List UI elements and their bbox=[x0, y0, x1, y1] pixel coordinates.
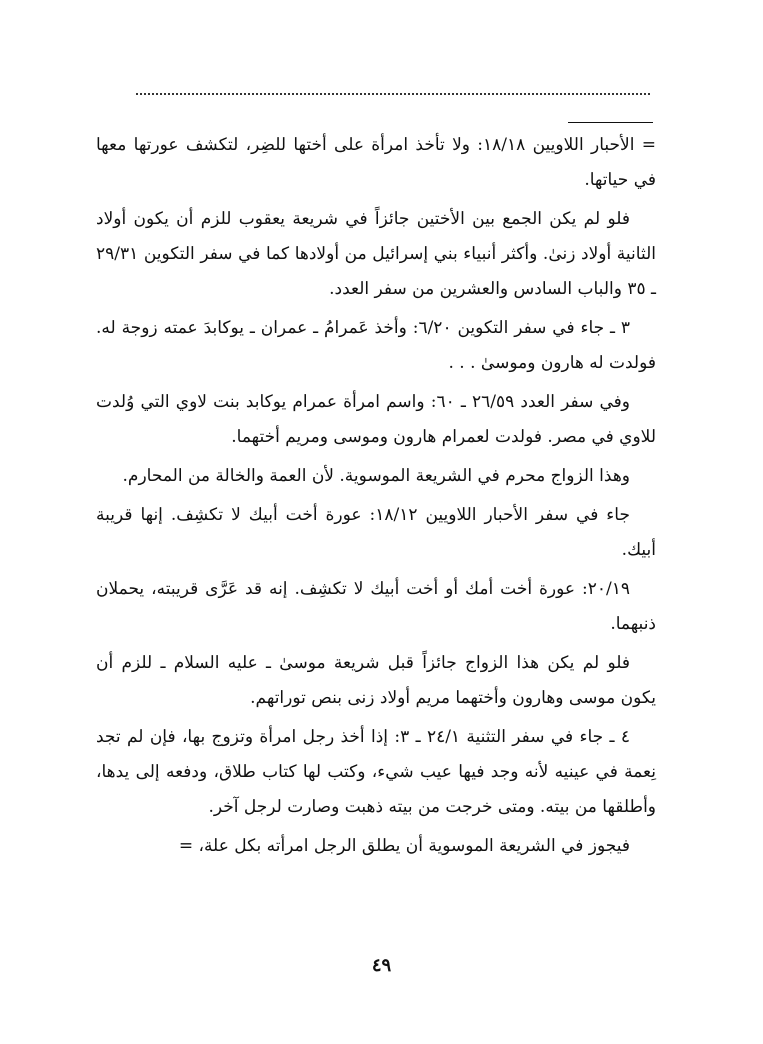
footnote-paragraph: جاء في سفر الأحبار اللاويين ١٨/١٢: عورة أخت أبيك لا تكشِف. إنها قريبة أبيك. bbox=[96, 505, 656, 560]
page-number: ٤٩ bbox=[371, 955, 392, 976]
footnote-paragraph: فلو لم يكن الجمع بين الأختين جائزاً في شريعة يعقوب للزم أن يكون أولاد الثانية أولاد زنىٰ. وأكثر أنبياء بني إسرائيل من أولادها كما في سفر التكوين ٢٩/٣١ ـ ٣٥ والباب السادس والعشرين من سفر العدد. bbox=[96, 209, 656, 299]
footnote-paragraph: وفي سفر العدد ٢٦/٥٩ ـ ٦٠: واسم امرأة عمرام يوكابد بنت لاوي التي وُلدت للاوي في مصر. فولدت لعمرام هارون وموسى ومريم أختهما. bbox=[96, 392, 656, 447]
footnote-paragraph: ٢٠/١٩: عورة أخت أمك أو أخت أبيك لا تكشِف. إنه قد عَرَّى قريبته، يحملان ذنبهما. bbox=[96, 579, 656, 634]
dotted-separator bbox=[136, 93, 650, 95]
footnote-paragraph: فيجوز في الشريعة الموسوية أن يطلق الرجل امرأته بكل علة، = bbox=[178, 836, 630, 856]
footnote-paragraph: = الأحبار اللاويين ١٨/١٨: ولا تأخذ امرأة على أختها للضِر، لتكشف عورتها معها في حياتها. bbox=[96, 135, 656, 190]
footnote-paragraph: ٤ ـ جاء في سفر التثنية ٢٤/١ ـ ٣: إذا أخذ رجل امرأة وتزوج بها، فإن لم تجد نِعمة في عينيه لأنه وجد فيها عيب شيء، وكتب لها كتاب طلاق، ودفعه إلى يدها، وأطلقها من بيته. ومتى خرجت من بيته ذهبت وصارت لرجل آخر. bbox=[96, 727, 656, 817]
footnote-paragraph: ٣ ـ جاء في سفر التكوين ٦/٢٠: وأخذ عَمرامُ ـ عمران ـ يوكابدَ عمته زوجة له. فولدت له هارون وموسىٰ . . . bbox=[96, 318, 656, 373]
footnote-text bbox=[96, 128, 656, 868]
footnote-rule bbox=[568, 122, 653, 123]
footnote-paragraph: وهذا الزواج محرم في الشريعة الموسوية. لأن العمة والخالة من المحارم. bbox=[122, 466, 630, 486]
footnote-paragraph: فلو لم يكن هذا الزواج جائزاً قبل شريعة موسىٰ ـ عليه السلام ـ للزم أن يكون موسى وهارون وأختهما مريم أولاد زنى بنص توراتهم. bbox=[96, 653, 656, 708]
